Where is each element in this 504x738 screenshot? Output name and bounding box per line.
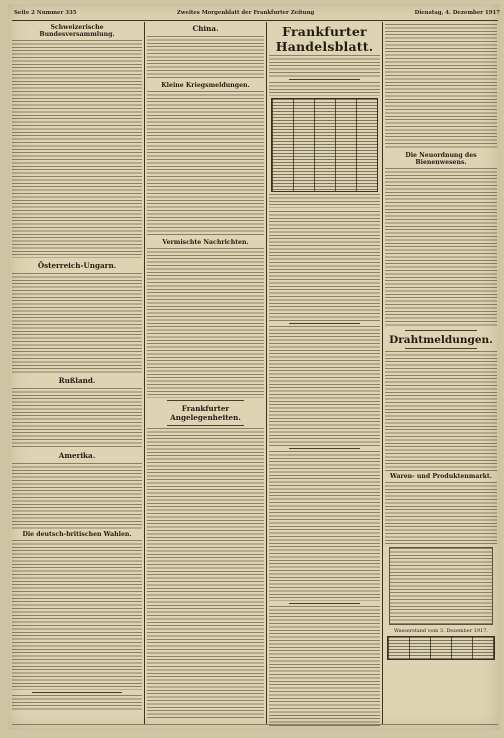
divider [405,330,477,331]
text-block [12,388,142,448]
headline: Frankfurter Angelegenheiten. [170,404,241,422]
headline: Amerika. [58,451,96,460]
divider [289,448,360,449]
divider [289,603,360,604]
divider [289,79,360,80]
footer-caption: Wasserstand vom 3. Dezember 1917. [393,628,488,634]
text-block [147,428,264,718]
text-block [385,351,497,471]
header-masthead: Zweites Morgenblatt der Frankfurter Zeitung [176,10,315,16]
section-title: Frankfurter Handelsblatt. [275,24,374,54]
headline: Drahtmeldungen. [389,334,493,346]
text-block [147,248,264,398]
text-block [385,168,497,328]
text-block [147,91,264,237]
column-3 [269,22,380,726]
newspaper-page [8,4,500,730]
column-divider [266,22,267,724]
text-block [269,451,380,601]
text-block [147,36,264,80]
advertisement-box [389,547,493,625]
text-block [269,326,380,446]
text-block [269,606,380,726]
column-divider [144,22,145,724]
headline: Die deutsch-britischen Wahlen. [22,531,132,538]
column-divider [382,22,383,724]
text-block [12,695,142,711]
footer-rule [12,724,498,725]
water-level-table [387,636,495,660]
column-4 [385,22,497,726]
text-block [269,194,380,208]
text-block [12,40,142,258]
text-block [269,211,380,321]
header-rule [12,20,498,21]
text-block [12,463,142,529]
divider [405,348,477,349]
column-1 [12,22,142,726]
headline: Waren- und Produktenmarkt. [390,473,492,480]
text-block [269,82,380,96]
column-2 [147,22,264,726]
headline: China. [192,24,219,33]
text-block [385,24,497,150]
headline: Vermischte Nachrichten. [162,239,249,246]
divider [289,323,360,324]
text-block [269,55,380,77]
header-page-number: Seite 2 Nummer 335 [14,10,77,16]
header-date: Dienstag, 4. Dezember 1917 [414,10,500,16]
text-block [385,482,497,544]
divider [32,692,122,693]
statistics-table [271,98,378,192]
headline: Schweizerische Bundesversammlung. [39,24,115,38]
headline: Österreich-Ungarn. [37,261,117,270]
divider [167,425,244,426]
headline: Die Neuordnung des Bienenwesens. [405,152,477,166]
headline: Rußland. [58,376,96,385]
text-block [12,273,142,373]
text-block [12,540,142,690]
divider [167,400,244,401]
headline: Kleine Kriegsmeldungen. [161,82,250,89]
page-header [14,6,500,20]
